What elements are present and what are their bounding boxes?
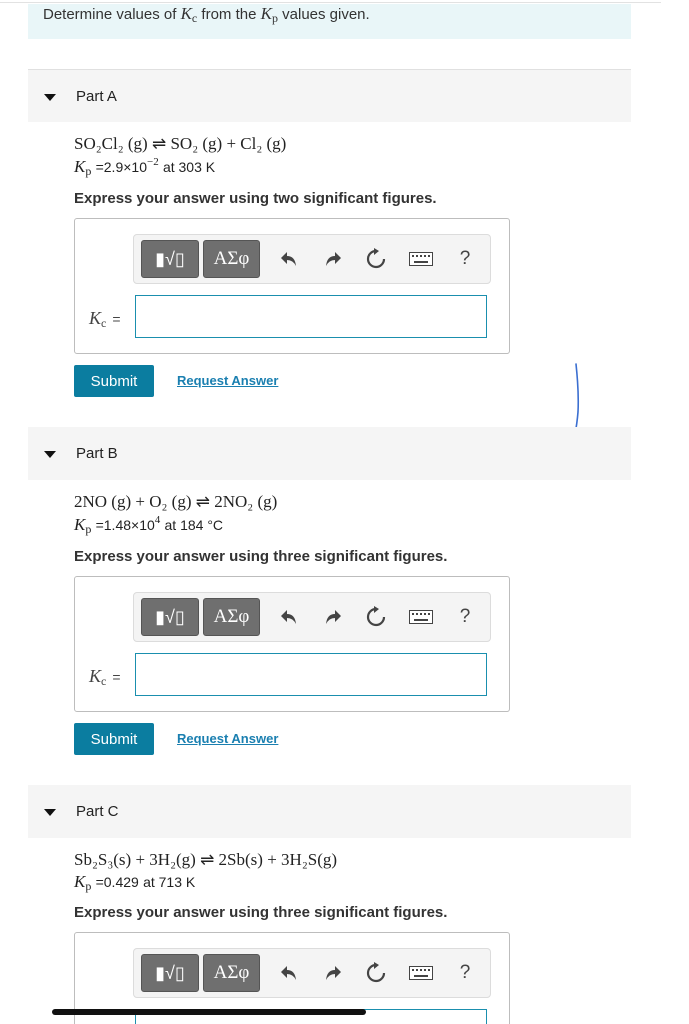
part-a-title: Part A	[76, 88, 117, 105]
part-b-kp-value: $K_p =1.48\times 10^4$ at 184 °C	[74, 514, 224, 536]
keyboard-icon[interactable]	[408, 248, 434, 270]
collapse-caret-icon[interactable]	[44, 94, 56, 101]
undo-icon[interactable]	[278, 248, 300, 270]
part-b-header[interactable]	[28, 427, 631, 480]
math-toolbar	[133, 234, 491, 284]
greek-symbols-button[interactable]: ΑΣφ	[203, 598, 260, 636]
part-a-answer-input[interactable]	[135, 295, 487, 338]
part-a-equation: SO₂Cl₂ (g) ⇌ SO₂ (g) + Cl₂ (g)	[74, 134, 287, 153]
part-a-header[interactable]	[28, 69, 631, 122]
redo-icon[interactable]	[322, 248, 344, 270]
undo-icon[interactable]	[278, 606, 300, 628]
intro-text-before: Determine values of	[43, 6, 177, 23]
part-a-instruction: Express your answer using two significant figures.	[74, 190, 437, 207]
part-a-answer-box	[74, 218, 510, 354]
greek-symbols-button[interactable]: ΑΣφ	[203, 954, 260, 992]
help-icon[interactable]: ?	[459, 248, 471, 269]
redo-icon[interactable]	[322, 962, 344, 984]
part-a-kp-value: $K_p =2.9\times 10^{-2}$ at 303 K	[74, 156, 216, 178]
part-c-instruction: Express your answer using three significant figures.	[74, 904, 448, 921]
part-b-answer-input[interactable]	[135, 653, 487, 696]
math-toolbar	[133, 948, 491, 998]
kp-symbol: $K_p$	[260, 4, 278, 25]
home-indicator[interactable]	[52, 1009, 366, 1015]
help-icon[interactable]: ?	[459, 962, 471, 983]
part-b-answer-box	[74, 576, 510, 712]
part-b-submit-button[interactable]: Submit	[74, 723, 154, 755]
undo-icon[interactable]	[278, 962, 300, 984]
top-divider	[0, 2, 661, 3]
answer-label: $K_c$ =	[89, 308, 121, 330]
part-c-equation: Sb₂S₃(s) + 3H₂(g) ⇌ 2Sb(s) + 3H₂S(g)	[74, 850, 338, 869]
part-b-instruction: Express your answer using three significant figures.	[74, 548, 448, 565]
templates-button[interactable]: ▮√▯	[141, 240, 199, 278]
part-c-title: Part C	[76, 803, 119, 820]
answer-label: $K_c$ =	[89, 666, 121, 688]
problem-intro	[28, 4, 631, 39]
reset-icon[interactable]	[365, 248, 387, 270]
greek-symbols-button[interactable]: ΑΣφ	[203, 240, 260, 278]
part-b-title: Part B	[76, 445, 118, 462]
intro-text-after: values given.	[282, 6, 370, 23]
reset-icon[interactable]	[365, 962, 387, 984]
math-toolbar	[133, 592, 491, 642]
keyboard-icon[interactable]	[408, 606, 434, 628]
help-icon[interactable]: ?	[459, 606, 471, 627]
templates-button[interactable]: ▮√▯	[141, 598, 199, 636]
collapse-caret-icon[interactable]	[44, 451, 56, 458]
part-b-request-answer-link[interactable]: Request Answer	[177, 731, 279, 746]
pen-stroke-icon	[570, 362, 584, 436]
reset-icon[interactable]	[365, 606, 387, 628]
part-a-submit-button[interactable]: Submit	[74, 365, 154, 397]
part-c-kp-value: $K_p =0.429$ at 713 K	[74, 872, 196, 893]
redo-icon[interactable]	[322, 606, 344, 628]
keyboard-icon[interactable]	[408, 962, 434, 984]
kc-symbol: $K_c$	[180, 4, 198, 25]
part-a-request-answer-link[interactable]: Request Answer	[177, 373, 279, 388]
collapse-caret-icon[interactable]	[44, 809, 56, 816]
part-b-equation: 2NO (g) + O₂ (g) ⇌ 2NO₂ (g)	[74, 492, 278, 511]
templates-button[interactable]: ▮√▯	[141, 954, 199, 992]
part-c-header[interactable]	[28, 785, 631, 838]
intro-text-middle: from the	[201, 6, 257, 23]
